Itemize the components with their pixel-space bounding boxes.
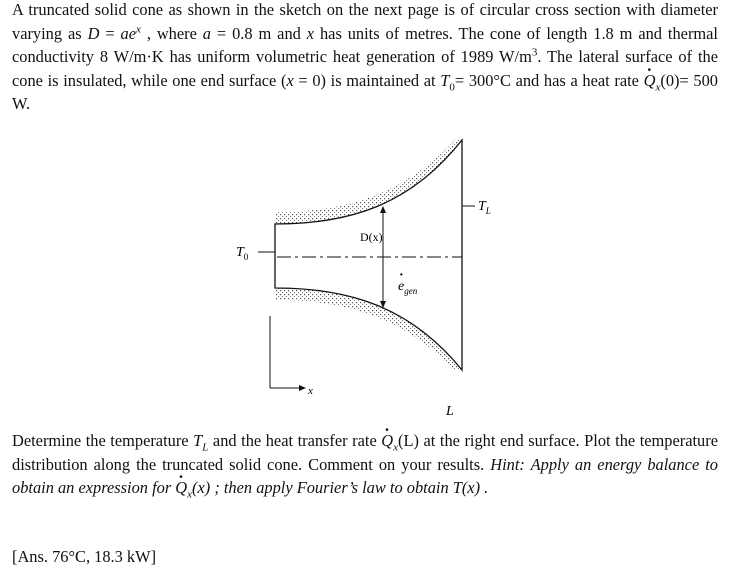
label-T0: $T_0$ [236, 245, 249, 262]
problem-statement: A truncated solid cone as shown in the sketch on the next page is of circular cross section with diameter varying as $D = ae^x$ , where a = 0.8 m and x has units of metres. The cone of length 1.8 m and thermal conductivity 8 W/m·K has uniform volumetric heat generation of 1989 $W/m^3$. The lateral surface of the cone is insulated, while one end surface (x = 0) is maintained at $T_0= 300^\circ C$ and has a heat rate · $Q_x(0)= 500$ W. [12, 0, 718, 116]
label-egen: $e_{gen}$ [398, 279, 418, 296]
answer-text: [Ans. 76°C, 18.3 kW] [12, 547, 157, 566]
label-Dx: D(x) [360, 230, 383, 244]
label-x: x [308, 385, 313, 397]
label-L: L [446, 404, 454, 419]
truncated-cone-figure [200, 138, 520, 423]
cone-outline [275, 140, 462, 370]
label-TL: $T_L$ [478, 199, 491, 216]
bottom-insulation [275, 288, 462, 370]
hint-text: Hint: Apply an energy balance to obtain an expression for · $Q_x(x)$ ; then apply Fourier’s law to obtain T(x) . [12, 455, 718, 498]
svg-text:·: · [399, 268, 404, 283]
question-text: Determine the temperature $T_L$ and the heat transfer rate · $Q_x(L)$ at the right end surface. Plot the temperature distribution along the truncated solid cone. Comment on your results. Hint: Apply an energy balance to obtain an expression for · $Q_x(x)$ ; then apply Fourier’s law to obtain T(x) . [12, 429, 718, 500]
top-insulation [275, 140, 462, 224]
